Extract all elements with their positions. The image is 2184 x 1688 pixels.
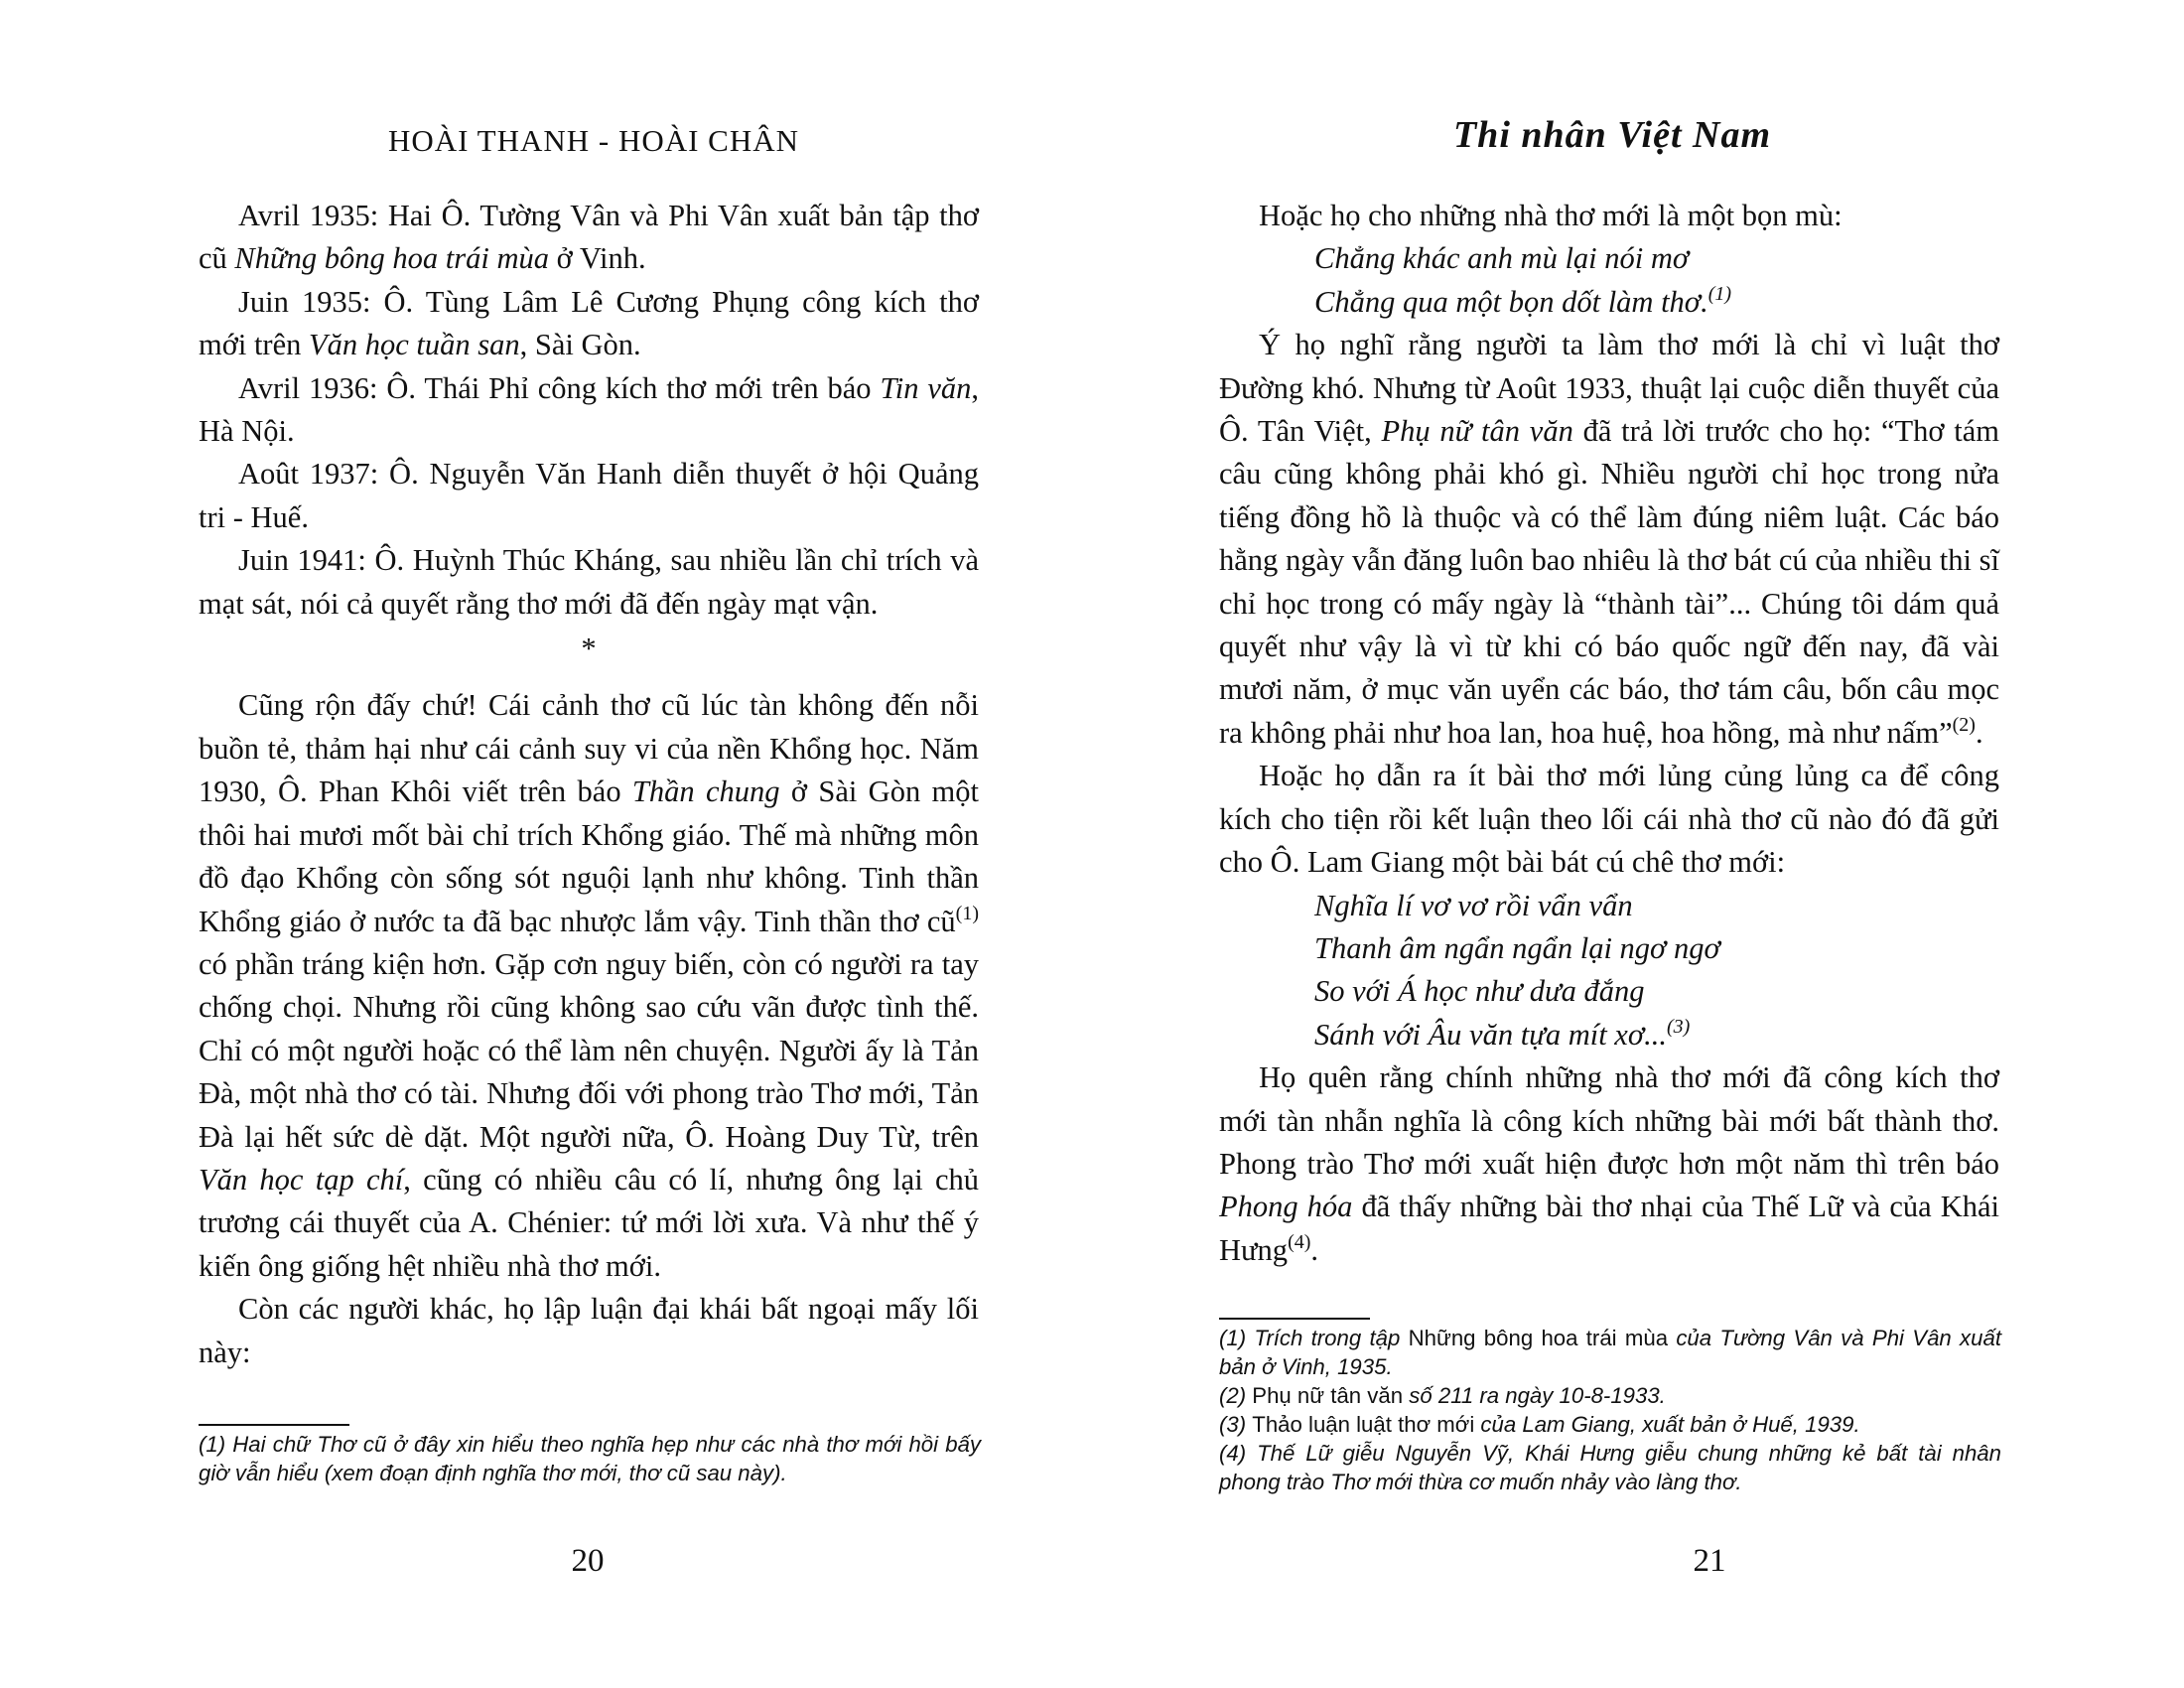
paragraph: Họ quên rằng chính những nhà thơ mới đã công kích thơ mới tàn nhẫn nghĩa là công kích những bài mới bất thành thơ. Phong trào Thơ mới xuất hiện được hơn một năm thì trên báo Phong hóa đã thấy những bài thơ nhại của Thế Lữ và của Khái Hưng$^{(4)}$. — [1219, 1060, 1999, 1267]
chronology-entry: Juin 1935: Ô. Tùng Lâm Lê Cương Phụng công kích thơ mới trên Văn học tuần san, Sài Gòn. — [199, 284, 979, 362]
paragraph: Còn các người khác, họ lập luận đại khái bất ngoại mấy lối này: — [199, 1292, 979, 1369]
verse-line: Chẳng khác anh mù lại nói mơ — [1314, 241, 1690, 276]
right-page — [1092, 0, 2184, 1688]
body-text-right — [1219, 195, 1999, 1272]
footnote-ref: (2) — [1952, 713, 1976, 736]
footnotes-right — [1219, 1324, 2001, 1496]
footnote-rule — [199, 1424, 349, 1426]
footnote-rule — [1219, 1318, 1370, 1320]
paragraph: Hoặc họ dẫn ra ít bài thơ mới lủng củng lủng ca để công kích cho tiện rồi kết luận theo lối cái nhà thơ cũ nào đó đã gửi cho Ô. Lam Giang một bài bát cú chê thơ mới: — [1219, 759, 1999, 880]
verse-line: So với Á học như dưa đắng — [1314, 974, 1645, 1009]
page-number-left: 20 — [571, 1543, 605, 1579]
paragraph: Hoặc họ cho những nhà thơ mới là một bọn mù: — [1259, 199, 1843, 232]
body-text-left — [199, 195, 979, 1374]
footnote-ref: (4) — [1288, 1230, 1311, 1253]
footnote: (1) Hai chữ Thơ cũ ở đây xin hiểu theo nghĩa hẹp như các nhà thơ mới hồi bấy giờ vẫn hiểu (xem đoạn định nghĩa thơ mới, thơ cũ sau này). — [199, 1432, 981, 1485]
footnote: (4) Thế Lữ giễu Nguyễn Vỹ, Khái Hưng giễu chung những kẻ bất tài nhân phong trào Thơ mới thừa cơ muốn nhảy vào làng thơ. — [1219, 1441, 2001, 1494]
footnote-ref: (3) — [1666, 1015, 1691, 1038]
footnote-ref: (1) — [955, 902, 979, 924]
page-number-right: 21 — [1693, 1543, 1726, 1579]
verse-line: Sánh với Âu văn tựa mít xơ...$^{(3)}$ — [1314, 1015, 1691, 1052]
paragraph: Cũng rộn đấy chứ! Cái cảnh thơ cũ lúc tàn không đến nỗi buồn tẻ, thảm hại như cái cảnh suy vi của nền Khổng học. Năm 1930, Ô. Phan Khôi viết trên báo Thần chung ở Sài Gòn một thôi hai mươi mốt bài chỉ trích Khổng giáo. Thế mà những môn đồ đạo Khổng còn sống sót nguội lạnh như không. Tinh thần Khổng giáo ở nước ta đã bạc nhược lắm vậy. Tinh thần thơ $cũ^{(1)}$ có phần tráng kiện hơn. Gặp cơn nguy biến, còn có người ra tay chống chọi. Nhưng rồi cũng không sao cứu vãn được tình thế. Chỉ có một người hoặc có thể làm nên chuyện. Người ấy là Tản Đà, một nhà thơ có tài. Nhưng đối với phong trào Thơ mới, Tản Đà lại hết sức dè dặt. Một người nữa, Ô. Hoàng Duy Từ, trên Văn học tạp chí, cũng có nhiều câu có lí, nhưng ông lại chủ trương cái thuyết của A. Chénier: tứ mới lời xưa. Và như thế ý kiến ông giống hệt nhiều nhà thơ mới. — [199, 688, 980, 1283]
verse-line: Thanh âm ngẩn ngẩn lại ngơ ngơ — [1314, 930, 1720, 965]
footnote: (1) Trích trong tập Những bông hoa trái mùa của Tường Vân và Phi Vân xuất bản ở Vinh, 1935. — [1219, 1326, 2001, 1379]
running-head-left: HOÀI THANH - HOÀI CHÂN — [387, 123, 800, 158]
verse-line: Chẳng qua một bọn dốt làm thơ.$^{(1)}$ — [1314, 282, 1732, 319]
chronology-entry: Août 1937: Ô. Nguyễn Văn Hanh diễn thuyết ở hội Quảng tri - Huế. — [199, 457, 979, 534]
chronology-entry: Avril 1935: Hai Ô. Tường Vân và Phi Vân xuất bản tập thơ cũ Những bông hoa trái mùa ở Vinh. — [199, 199, 979, 276]
footnote: (3) Thảo luận luật thơ mới của Lam Giang, xuất bản ở Huế, 1939. — [1219, 1412, 1860, 1437]
footnotes-left — [199, 1430, 981, 1487]
chronology-entry: Avril 1936: Ô. Thái Phỉ công kích thơ mới trên báo Tin văn, Hà Nội. — [199, 370, 980, 449]
running-head-right: Thi nhân Việt Nam — [1452, 114, 1772, 156]
verse-line: Nghĩa lí vơ vơ rồi vẩn vẩn — [1314, 888, 1633, 922]
section-separator: * — [581, 632, 597, 666]
paragraph: Ý họ nghĩ rằng người ta làm thơ mới là chỉ vì luật thơ Đường khó. Nhưng từ Août 1933, thuật lại cuộc diễn thuyết của Ô. Tân Việt, Phụ nữ tân văn đã trả lời trước cho họ: “Thơ tám câu cũng không phải khó gì. Nhiều người chỉ học trong nửa tiếng đồng hồ là thuộc và có thể làm đúng niêm luật. Các báo hằng ngày vẫn đăng luôn bao nhiêu là thơ bát cú của nhiều thi sĩ chỉ học trong có mấy ngày là “thành tài”... Chúng tôi dám quả quyết như vậy là vì từ khi có báo quốc ngữ đến nay, đã vài mươi năm, ở mục văn uyển các báo, thơ tám câu, bốn câu mọc ra không phải như hoa lan, hoa huệ, hoa hồng, mà như nấm”$^{(2)}$. — [1219, 328, 1999, 750]
footnote-ref: (1) — [1707, 282, 1732, 305]
footnote: (2) Phụ nữ tân văn số 211 ra ngày 10-8-1933. — [1219, 1383, 1666, 1408]
chronology-entry: Juin 1941: Ô. Huỳnh Thúc Kháng, sau nhiều lần chỉ trích và mạt sát, nói cả quyết rằng thơ mới đã đến ngày mạt vận. — [199, 543, 979, 621]
